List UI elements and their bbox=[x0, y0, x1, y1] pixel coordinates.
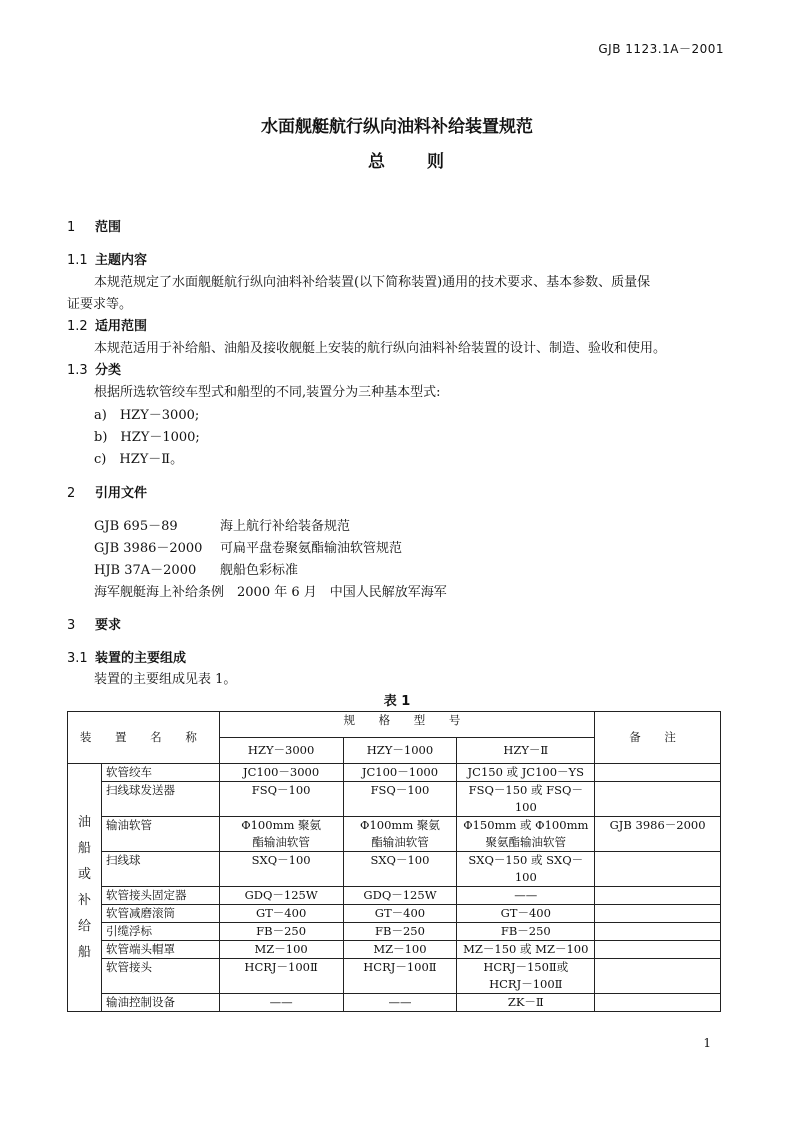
header-model-3: HZY－Ⅱ bbox=[457, 738, 595, 764]
row-name: 软管接头 bbox=[101, 959, 219, 994]
row-name: 软管端头帽罩 bbox=[101, 941, 219, 959]
row-model-1: Φ100mm 聚氨 酯输油软管 bbox=[219, 817, 343, 852]
row-name: 引缆浮标 bbox=[101, 923, 219, 941]
row-remark bbox=[595, 782, 721, 817]
table-caption: 表 1 bbox=[383, 694, 411, 709]
section-1-heading: 1 范围 bbox=[67, 220, 122, 235]
row-model-1: SXQ－100 bbox=[219, 852, 343, 887]
table-row bbox=[68, 959, 721, 994]
page-number: 1 bbox=[703, 1036, 711, 1050]
table-row bbox=[68, 764, 721, 782]
row-model-2: MZ－100 bbox=[343, 941, 457, 959]
row-remark bbox=[595, 994, 721, 1012]
section-2-heading: 2 引用文件 bbox=[67, 486, 148, 501]
components-table bbox=[67, 711, 721, 1012]
row-model-3: FB－250 bbox=[457, 923, 595, 941]
row-model-3: —— bbox=[457, 887, 595, 905]
table-row bbox=[68, 887, 721, 905]
group-label: 油 船 或 补 给 船 bbox=[68, 764, 102, 1012]
table-row bbox=[68, 782, 721, 817]
row-name: 软管接头固定器 bbox=[101, 887, 219, 905]
reference-extra: 海军舰艇海上补给条例 2000 年 6 月 中国人民解放军海军 bbox=[94, 585, 447, 600]
row-remark bbox=[595, 764, 721, 782]
row-model-1: MZ－100 bbox=[219, 941, 343, 959]
row-model-1: FB－250 bbox=[219, 923, 343, 941]
row-model-3: Φ150mm 或 Φ100mm 聚氨酯输油软管 bbox=[457, 817, 595, 852]
table-row bbox=[68, 905, 721, 923]
reference-item: GJB 3986－2000 可扁平盘卷聚氨酯输油软管规范 bbox=[94, 541, 403, 556]
row-model-3: ZK－Ⅱ bbox=[457, 994, 595, 1012]
section-1-3-heading: 1.3 分类 bbox=[67, 363, 122, 378]
row-model-2: SXQ－100 bbox=[343, 852, 457, 887]
row-model-3: SXQ－150 或 SXQ－100 bbox=[457, 852, 595, 887]
section-3-heading: 3 要求 bbox=[67, 618, 122, 633]
row-remark: GJB 3986－2000 bbox=[595, 817, 721, 852]
section-1-1-heading: 1.1 主题内容 bbox=[67, 253, 148, 268]
row-model-2: GDQ－125W bbox=[343, 887, 457, 905]
list-item: b) HZY－1000; bbox=[94, 430, 200, 445]
header-model-1: HZY－3000 bbox=[219, 738, 343, 764]
row-remark bbox=[595, 941, 721, 959]
header-device-name: 装 置 名 称 bbox=[68, 712, 220, 764]
document-title: 水面舰艇航行纵向油料补给装置规范 bbox=[261, 117, 533, 137]
list-item: a) HZY－3000; bbox=[94, 408, 200, 423]
section-3-1-text: 装置的主要组成见表 1。 bbox=[94, 672, 237, 687]
row-model-2: HCRJ－100Ⅱ bbox=[343, 959, 457, 994]
table-row bbox=[68, 852, 721, 887]
reference-item: HJB 37A－2000 舰船色彩标准 bbox=[94, 563, 299, 578]
row-model-1: HCRJ－100Ⅱ bbox=[219, 959, 343, 994]
row-remark bbox=[595, 923, 721, 941]
row-model-3: FSQ－150 或 FSQ－100 bbox=[457, 782, 595, 817]
row-name: 软管减磨滚筒 bbox=[101, 905, 219, 923]
section-1-2-text: 本规范适用于补给船、油船及接收舰艇上安装的航行纵向油料补给装置的设计、制造、验收和使用。 bbox=[94, 341, 667, 356]
row-model-3: JC150 或 JC100－YS bbox=[457, 764, 595, 782]
row-remark bbox=[595, 887, 721, 905]
list-item: c) HZY－Ⅱ。 bbox=[94, 452, 184, 467]
row-model-2: Φ100mm 聚氨 酯输油软管 bbox=[343, 817, 457, 852]
row-model-1: JC100－3000 bbox=[219, 764, 343, 782]
document-subtitle: 总 则 bbox=[368, 152, 462, 172]
table-row bbox=[68, 817, 721, 852]
row-name: 软管绞车 bbox=[101, 764, 219, 782]
row-model-2: GT－400 bbox=[343, 905, 457, 923]
row-model-3: HCRJ－150Ⅱ或 HCRJ－100Ⅱ bbox=[457, 959, 595, 994]
row-remark bbox=[595, 905, 721, 923]
row-model-1: FSQ－100 bbox=[219, 782, 343, 817]
row-model-2: JC100－1000 bbox=[343, 764, 457, 782]
row-model-1: —— bbox=[219, 994, 343, 1012]
row-name: 扫线球发送器 bbox=[101, 782, 219, 817]
row-model-1: GT－400 bbox=[219, 905, 343, 923]
row-name: 扫线球 bbox=[101, 852, 219, 887]
row-model-2: FSQ－100 bbox=[343, 782, 457, 817]
section-1-1-text-line2: 证要求等。 bbox=[67, 297, 133, 312]
reference-item: GJB 695－89 海上航行补给装备规范 bbox=[94, 519, 351, 534]
section-1-2-heading: 1.2 适用范围 bbox=[67, 319, 148, 334]
table-row bbox=[68, 941, 721, 959]
section-1-1-text-line1: 本规范规定了水面舰艇航行纵向油料补给装置(以下简称装置)通用的技术要求、基本参数、质量保 bbox=[94, 275, 651, 290]
row-model-2: —— bbox=[343, 994, 457, 1012]
row-model-3: GT－400 bbox=[457, 905, 595, 923]
row-name: 输油控制设备 bbox=[101, 994, 219, 1012]
row-model-2: FB－250 bbox=[343, 923, 457, 941]
row-model-3: MZ－150 或 MZ－100 bbox=[457, 941, 595, 959]
table-row bbox=[68, 923, 721, 941]
row-remark bbox=[595, 959, 721, 994]
section-3-1-heading: 3.1 装置的主要组成 bbox=[67, 651, 187, 666]
header-remark: 备 注 bbox=[595, 712, 721, 764]
table-row bbox=[68, 994, 721, 1012]
section-1-3-text: 根据所选软管绞车型式和船型的不同,装置分为三种基本型式: bbox=[94, 385, 441, 400]
standard-code: GJB 1123.1A－2001 bbox=[598, 42, 724, 56]
header-model-2: HZY－1000 bbox=[343, 738, 457, 764]
row-name: 输油软管 bbox=[101, 817, 219, 852]
row-model-1: GDQ－125W bbox=[219, 887, 343, 905]
row-remark bbox=[595, 852, 721, 887]
header-spec-model: 规 格 型 号 bbox=[219, 712, 594, 738]
